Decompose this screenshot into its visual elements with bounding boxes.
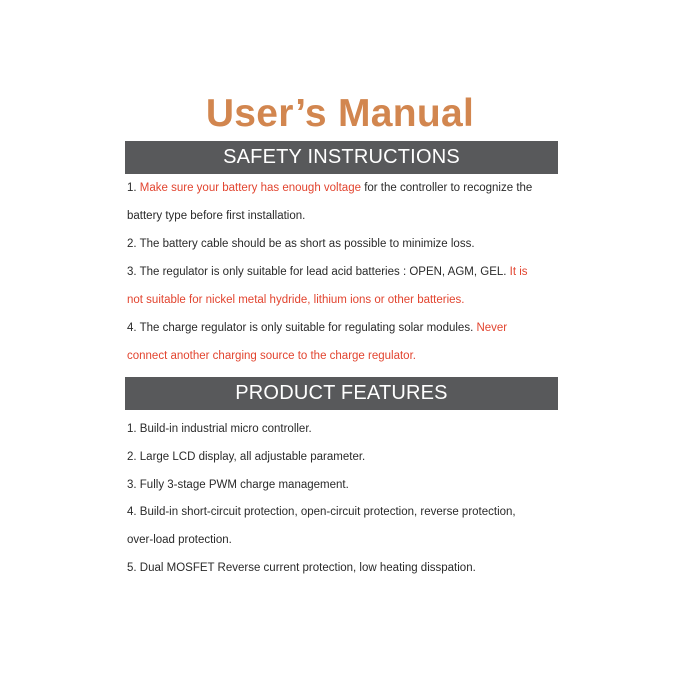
highlighted-text: not suitable for nickel metal hydride, lithium ions or other batteries. xyxy=(127,294,465,306)
body-text: 1. xyxy=(127,182,140,194)
safety-instruction-line xyxy=(127,320,567,336)
product-feature-line xyxy=(127,477,567,493)
body-text: 5. Dual MOSFET Reverse current protection, low heating disspation. xyxy=(127,562,476,574)
body-text: 4. Build-in short-circuit protection, open-circuit protection, reverse protection, xyxy=(127,506,516,519)
safety-instructions-header: SAFETY INSTRUCTIONS xyxy=(125,141,558,174)
highlighted-text: connect another charging source to the charge regulator. xyxy=(127,350,416,362)
product-feature-line xyxy=(127,504,567,520)
body-text: 1. Build-in industrial micro controller. xyxy=(127,423,312,435)
body-text: battery type before first installation. xyxy=(127,210,306,222)
product-feature-line xyxy=(127,532,567,548)
product-feature-line xyxy=(127,449,567,465)
safety-instruction-line xyxy=(127,348,567,364)
safety-instruction-line xyxy=(127,264,567,280)
safety-instruction-line xyxy=(127,180,567,196)
product-feature-line xyxy=(127,421,567,437)
safety-instruction-line xyxy=(127,208,567,224)
body-text: 2. The battery cable should be as short as possible to minimize loss. xyxy=(127,238,475,250)
body-text: over-load protection. xyxy=(127,534,232,547)
highlighted-text: Never xyxy=(476,322,508,334)
safety-instruction-line xyxy=(127,236,567,252)
safety-instruction-line xyxy=(127,292,567,308)
body-text: 3. Fully 3-stage PWM charge management. xyxy=(127,478,349,491)
body-text: for the controller to recognize the xyxy=(361,182,533,194)
body-text: 2. Large LCD display, all adjustable parameter. xyxy=(127,450,366,463)
body-text: 3. The regulator is only suitable for lead acid batteries : OPEN, AGM, GEL. xyxy=(127,266,510,278)
product-feature-line xyxy=(127,560,567,576)
body-text: 4. The charge regulator is only suitable for regulating solar modules. xyxy=(127,322,477,334)
highlighted-text: It is xyxy=(509,266,528,278)
page-title: User’s Manual xyxy=(205,92,475,135)
highlighted-text: Make sure your battery has enough voltage xyxy=(139,182,361,194)
product-features-header: PRODUCT FEATURES xyxy=(125,377,558,410)
